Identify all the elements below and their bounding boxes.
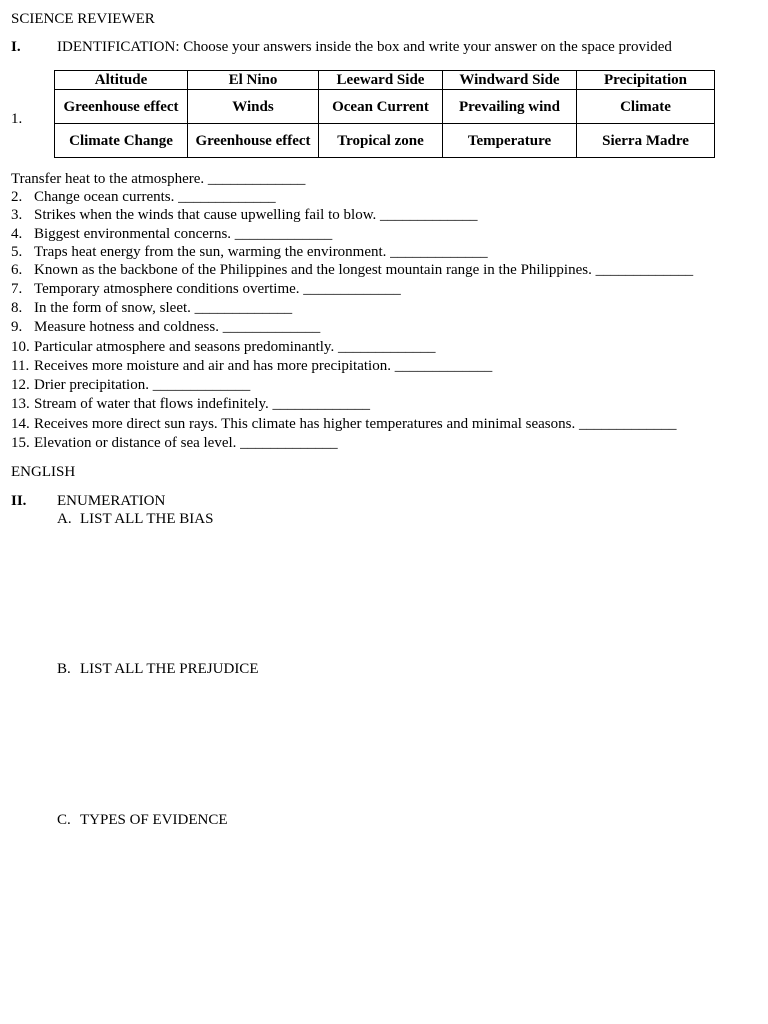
item-letter: A. — [57, 511, 72, 527]
item-letter: B. — [57, 661, 71, 677]
question-item — [11, 225, 332, 243]
question-text: Transfer heat to the atmosphere. _____________ — [11, 171, 306, 187]
question-item — [11, 357, 492, 375]
section-roman-numeral: I. — [11, 39, 21, 55]
table-row — [55, 124, 715, 158]
document-title: SCIENCE REVIEWER — [11, 11, 155, 27]
enumeration-item-evidence — [57, 811, 228, 829]
question-text: Receives more moisture and air and has more precipitation. _____________ — [34, 358, 493, 374]
question-item — [11, 376, 250, 394]
table-cell: Greenhouse effect — [188, 124, 319, 158]
table-row — [55, 90, 715, 124]
question-number: 13. — [11, 396, 30, 412]
question-number: 8. — [11, 300, 23, 316]
english-heading: ENGLISH — [11, 464, 76, 480]
question-number: 9. — [11, 319, 23, 335]
table-cell: Greenhouse effect — [55, 90, 188, 124]
table-cell: Climate — [577, 90, 715, 124]
table-cell: Windward Side — [443, 71, 577, 90]
question-text: Traps heat energy from the sun, warming the environment. _____________ — [34, 244, 488, 260]
table-row — [55, 71, 715, 90]
table-cell: El Nino — [188, 71, 319, 90]
question-number: 5. — [11, 244, 23, 260]
identification-instruction: IDENTIFICATION: Choose your answers inside the box and write your answer on the space provided — [57, 39, 672, 55]
question-item — [11, 395, 370, 413]
question-item — [11, 280, 401, 298]
question-number: 15. — [11, 435, 30, 451]
question-number: 6. — [11, 262, 23, 278]
question-item — [11, 415, 676, 433]
question-number: 4. — [11, 226, 23, 242]
question-item — [11, 206, 478, 224]
question-number: 3. — [11, 207, 23, 223]
question-item — [11, 243, 488, 261]
question-number: 7. — [11, 281, 23, 297]
section-roman-numeral: II. — [11, 493, 27, 509]
table-cell: Leeward Side — [319, 71, 443, 90]
question-number: 11. — [11, 358, 30, 374]
question-text: Change ocean currents. _____________ — [34, 189, 276, 205]
table-cell: Precipitation — [577, 71, 715, 90]
table-cell: Temperature — [443, 124, 577, 158]
item-text: LIST ALL THE PREJUDICE — [80, 661, 259, 677]
table-cell: Tropical zone — [319, 124, 443, 158]
question-text: Known as the backbone of the Philippines and the longest mountain range in the Philippines. _____________ — [34, 262, 694, 278]
enumeration-title: ENUMERATION — [57, 493, 166, 509]
enumeration-item-prejudice — [57, 660, 258, 678]
item-text: LIST ALL THE BIAS — [80, 511, 214, 527]
table-cell: Ocean Current — [319, 90, 443, 124]
question-text: Particular atmosphere and seasons predominantly. _____________ — [34, 339, 436, 355]
question-text: Measure hotness and coldness. _____________ — [34, 319, 321, 335]
question-number: 12. — [11, 377, 30, 393]
answer-box-table — [54, 70, 715, 158]
question-text: Receives more direct sun rays. This climate has higher temperatures and minimal seasons. _____________ — [34, 416, 677, 432]
question-item — [11, 318, 320, 336]
question-number: 14. — [11, 416, 30, 432]
enumeration-item-bias — [57, 510, 213, 528]
question-item — [11, 170, 305, 188]
question-item — [11, 299, 292, 317]
question-item — [11, 261, 693, 279]
table-cell: Sierra Madre — [577, 124, 715, 158]
item-text: TYPES OF EVIDENCE — [80, 812, 228, 828]
question-text: Stream of water that flows indefinitely. _____________ — [34, 396, 371, 412]
table-cell: Winds — [188, 90, 319, 124]
question-number: 10. — [11, 339, 30, 355]
item-letter: C. — [57, 812, 71, 828]
question-number: 2. — [11, 189, 23, 205]
question-text: Biggest environmental concerns. _____________ — [34, 226, 333, 242]
question-text: Strikes when the winds that cause upwelling fail to blow. _____________ — [34, 207, 478, 223]
question-item — [11, 434, 338, 452]
table-cell: Climate Change — [55, 124, 188, 158]
question-text: Temporary atmosphere conditions overtime. _____________ — [34, 281, 401, 297]
question-text: Elevation or distance of sea level. _____________ — [34, 435, 338, 451]
question-text: Drier precipitation. _____________ — [34, 377, 251, 393]
item-number: 1. — [11, 111, 23, 127]
table-cell: Altitude — [55, 71, 188, 90]
question-text: In the form of snow, sleet. _____________ — [34, 300, 293, 316]
question-item — [11, 188, 276, 206]
question-item — [11, 338, 435, 356]
table-cell: Prevailing wind — [443, 90, 577, 124]
